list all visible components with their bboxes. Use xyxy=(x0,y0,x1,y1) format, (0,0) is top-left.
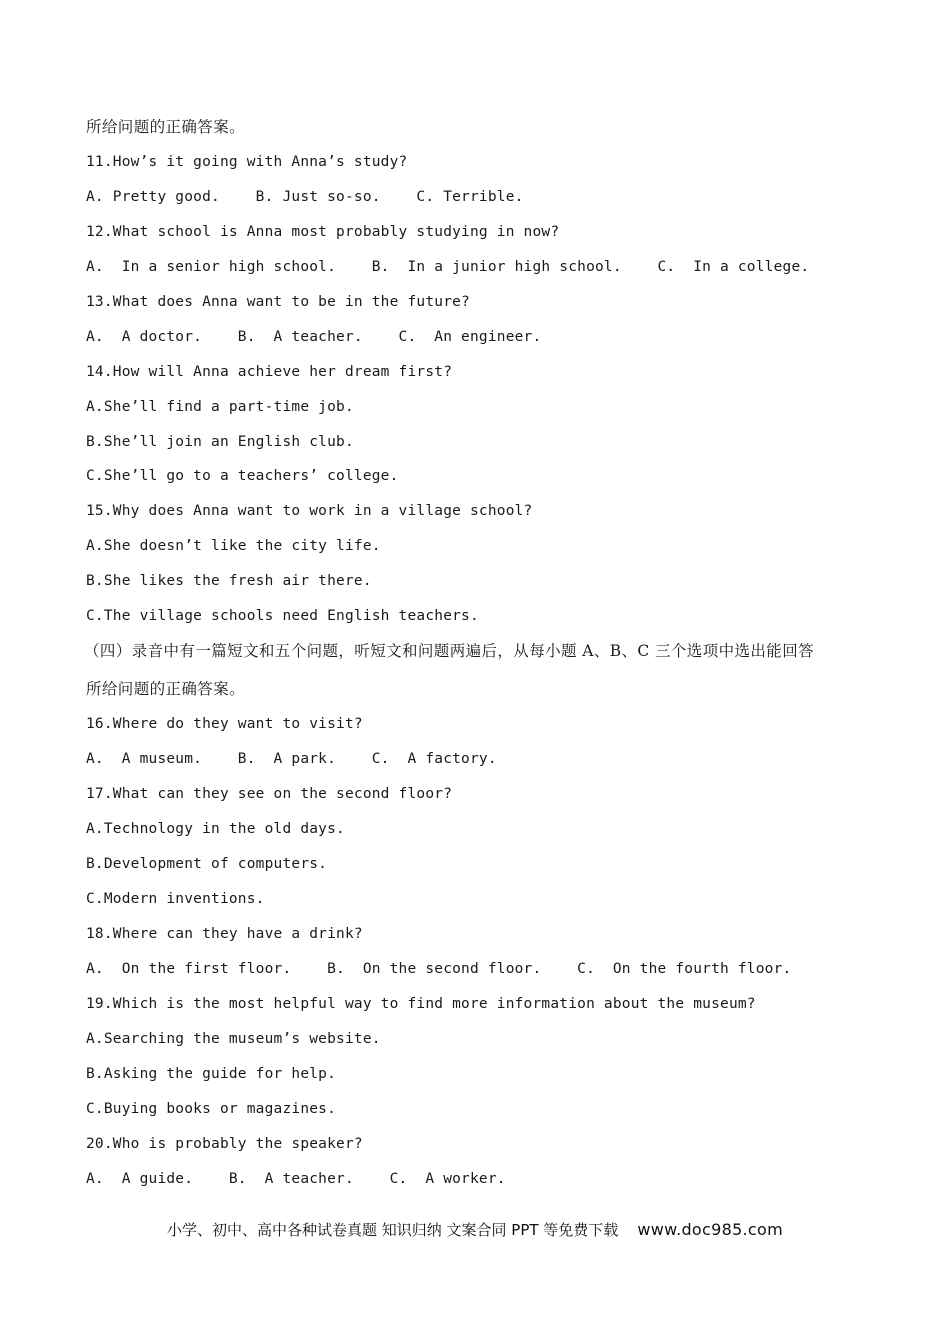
question-15-option-b: B.She likes the fresh air there. xyxy=(86,573,372,589)
question-18: 18.Where can they have a drink? xyxy=(86,926,363,942)
section-4-instruction: （四）录音中有一篇短文和五个问题，听短文和问题两遍后，从每小题 A、B、C 三个选项中选出能回答 xyxy=(84,642,815,660)
question-19-option-a: A.Searching the museum’s website. xyxy=(86,1031,381,1047)
question-14-option-c: C.She’ll go to a teachers’ college. xyxy=(86,468,399,484)
question-18-options: A. On the first floor. B. On the second floor. C. On the fourth floor. xyxy=(86,961,792,977)
question-15-option-c: C.The village schools need English teachers. xyxy=(86,608,479,624)
footer-text: 小学、初中、高中各种试卷真题 知识归纳 文案合同 PPT 等免费下载 xyxy=(166,1221,619,1239)
question-14: 14.How will Anna achieve her dream first? xyxy=(86,364,453,380)
page-footer xyxy=(0,1218,950,1242)
question-16-options: A. A museum. B. A park. C. A factory. xyxy=(86,751,497,767)
question-13-options: A. A doctor. B. A teacher. C. An engineer. xyxy=(86,329,542,345)
question-15-option-a: A.She doesn’t like the city life. xyxy=(86,538,381,554)
question-17-option-b: B.Development of computers. xyxy=(86,856,328,872)
question-16: 16.Where do they want to visit? xyxy=(86,716,363,732)
question-17-option-c: C.Modern inventions. xyxy=(86,891,265,907)
question-15: 15.Why does Anna want to work in a village school? xyxy=(86,503,533,519)
question-12-options: A. In a senior high school. B. In a junior high school. C. In a college. xyxy=(86,259,810,275)
question-11-options: A. Pretty good. B. Just so-so. C. Terrible. xyxy=(86,189,524,205)
question-12: 12.What school is Anna most probably studying in now? xyxy=(86,224,560,240)
question-19: 19.Which is the most helpful way to find more information about the museum? xyxy=(86,996,756,1012)
question-13: 13.What does Anna want to be in the future? xyxy=(86,294,470,310)
footer-url[interactable]: www.doc985.com xyxy=(637,1220,784,1239)
question-14-option-a: A.She’ll find a part-time job. xyxy=(86,399,354,415)
question-11: 11.How’s it going with Anna’s study? xyxy=(86,154,408,170)
question-17-option-a: A.Technology in the old days. xyxy=(86,821,345,837)
question-14-option-b: B.She’ll join an English club. xyxy=(86,434,354,450)
question-20-options: A. A guide. B. A teacher. C. A worker. xyxy=(86,1171,506,1187)
question-20: 20.Who is probably the speaker? xyxy=(86,1136,363,1152)
section-4-instruction-continued: 所给问题的正确答案。 xyxy=(86,680,246,698)
question-19-option-b: B.Asking the guide for help. xyxy=(86,1066,337,1082)
question-17: 17.What can they see on the second floor? xyxy=(86,786,453,802)
question-19-option-c: C.Buying books or magazines. xyxy=(86,1101,337,1117)
instruction-continued: 所给问题的正确答案。 xyxy=(86,118,246,136)
